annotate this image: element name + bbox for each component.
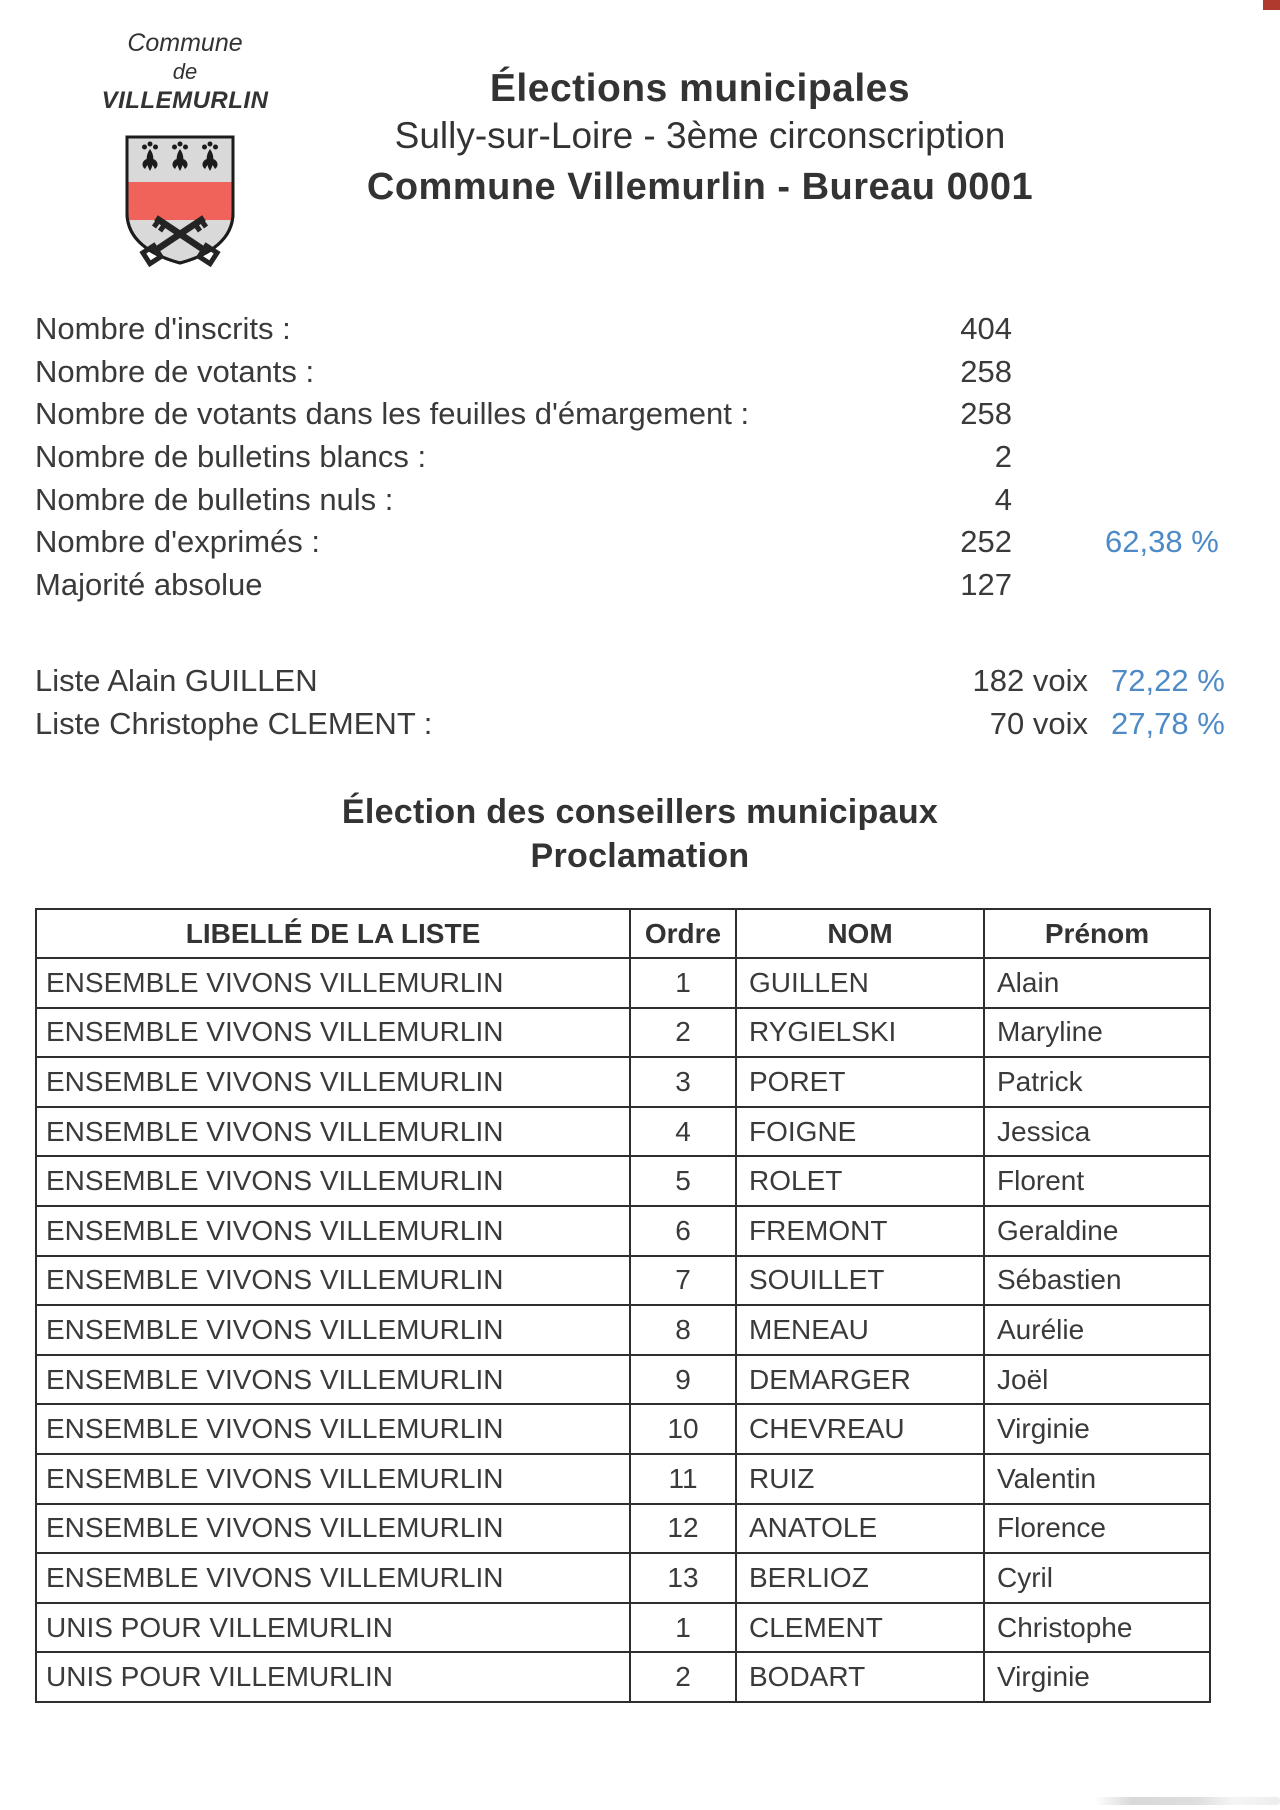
table-row	[36, 1603, 1210, 1653]
table-row	[36, 1504, 1210, 1554]
stat-percent: 62,38 %	[1105, 524, 1219, 560]
section-title: Élection des conseillers municipaux	[341, 793, 939, 831]
table-row	[36, 1355, 1210, 1405]
cell-ordre: 10	[630, 1404, 736, 1454]
cell-liste: ENSEMBLE VIVONS VILLEMURLIN	[36, 1156, 630, 1206]
cell-liste: ENSEMBLE VIVONS VILLEMURLIN	[36, 1008, 630, 1058]
stat-row	[35, 351, 1250, 394]
table-row	[36, 1057, 1210, 1107]
cell-nom: ANATOLE	[736, 1504, 984, 1554]
table-row	[36, 1107, 1210, 1157]
cell-nom: CHEVREAU	[736, 1404, 984, 1454]
stat-row	[35, 564, 1250, 607]
scan-corner-mark	[1263, 0, 1280, 10]
table-row	[36, 1305, 1210, 1355]
list-percent: 27,78 %	[1111, 705, 1225, 741]
cell-nom: FREMONT	[736, 1206, 984, 1256]
lists-section	[35, 660, 1250, 745]
table-row	[36, 1256, 1210, 1306]
cell-prenom: Virginie	[984, 1404, 1210, 1454]
cell-prenom: Joël	[984, 1355, 1210, 1405]
cell-nom: FOIGNE	[736, 1107, 984, 1157]
cell-liste: UNIS POUR VILLEMURLIN	[36, 1603, 630, 1653]
commune-de: de	[172, 59, 198, 84]
cell-prenom: Jessica	[984, 1107, 1210, 1157]
cell-ordre: 1	[630, 958, 736, 1008]
cell-prenom: Christophe	[984, 1603, 1210, 1653]
list-label: Liste Christophe CLEMENT :	[35, 705, 433, 741]
table-header-row	[36, 909, 1210, 958]
list-row	[35, 660, 1250, 703]
stat-label: Majorité absolue	[35, 566, 263, 602]
cell-ordre: 12	[630, 1504, 736, 1554]
table-body	[36, 958, 1210, 1702]
cell-ordre: 11	[630, 1454, 736, 1504]
table-row	[36, 1008, 1210, 1058]
cell-ordre: 4	[630, 1107, 736, 1157]
cell-prenom: Cyril	[984, 1553, 1210, 1603]
bureau-subtitle: Commune Villemurlin - Bureau 0001	[366, 166, 1034, 208]
cell-prenom: Maryline	[984, 1008, 1210, 1058]
cell-nom: CLEMENT	[736, 1603, 984, 1653]
cell-ordre: 13	[630, 1553, 736, 1603]
cell-prenom: Florent	[984, 1156, 1210, 1206]
cell-liste: UNIS POUR VILLEMURLIN	[36, 1652, 630, 1702]
cell-ordre: 5	[630, 1156, 736, 1206]
stat-label: Nombre de votants dans les feuilles d'émargement :	[35, 396, 750, 432]
cell-prenom: Virginie	[984, 1652, 1210, 1702]
cell-ordre: 3	[630, 1057, 736, 1107]
cell-ordre: 9	[630, 1355, 736, 1405]
cell-prenom: Florence	[984, 1504, 1210, 1554]
cell-nom: RYGIELSKI	[736, 1008, 984, 1058]
cell-ordre: 2	[630, 1008, 736, 1058]
list-row	[35, 703, 1250, 746]
table-row	[36, 1206, 1210, 1256]
cell-liste: ENSEMBLE VIVONS VILLEMURLIN	[36, 1305, 630, 1355]
stat-row	[35, 521, 1250, 564]
proclamation-heading	[20, 790, 1260, 878]
main-title: Élections municipales	[489, 67, 911, 110]
commune-word: Commune	[127, 29, 243, 57]
stat-label: Nombre de votants :	[35, 353, 315, 389]
commune-name: VILLEMURLIN	[101, 87, 269, 114]
cell-liste: ENSEMBLE VIVONS VILLEMURLIN	[36, 1107, 630, 1157]
scan-bottom-artifact	[1095, 1797, 1280, 1805]
cell-liste: ENSEMBLE VIVONS VILLEMURLIN	[36, 1355, 630, 1405]
header-prenom: Prénom	[984, 909, 1210, 958]
cell-prenom: Sébastien	[984, 1256, 1210, 1306]
stat-label: Nombre d'inscrits :	[35, 311, 291, 347]
cell-nom: GUILLEN	[736, 958, 984, 1008]
commune-block	[75, 28, 295, 116]
cell-liste: ENSEMBLE VIVONS VILLEMURLIN	[36, 1504, 630, 1554]
cell-ordre: 7	[630, 1256, 736, 1306]
stat-value: 127	[960, 566, 1012, 602]
cell-ordre: 1	[630, 1603, 736, 1653]
cell-liste: ENSEMBLE VIVONS VILLEMURLIN	[36, 958, 630, 1008]
cell-liste: ENSEMBLE VIVONS VILLEMURLIN	[36, 1206, 630, 1256]
header-libelle: LIBELLÉ DE LA LISTE	[36, 909, 630, 958]
document-titles	[310, 66, 1090, 212]
stat-value: 2	[994, 439, 1012, 475]
stat-row	[35, 308, 1250, 351]
cell-ordre: 2	[630, 1652, 736, 1702]
stat-value: 404	[960, 311, 1012, 347]
stat-label: Nombre de bulletins blancs :	[35, 439, 427, 475]
cell-nom: BERLIOZ	[736, 1553, 984, 1603]
stats-section	[35, 308, 1250, 606]
list-label: Liste Alain GUILLEN	[35, 663, 318, 699]
header-ordre: Ordre	[630, 909, 736, 958]
results-table	[35, 908, 1211, 1703]
cell-prenom: Geraldine	[984, 1206, 1210, 1256]
cell-ordre: 6	[630, 1206, 736, 1256]
table-row	[36, 1652, 1210, 1702]
stat-row	[35, 393, 1250, 436]
cell-prenom: Patrick	[984, 1057, 1210, 1107]
table-row	[36, 1553, 1210, 1603]
cell-prenom: Valentin	[984, 1454, 1210, 1504]
circonscription-subtitle: Sully-sur-Loire - 3ème circonscription	[394, 115, 1006, 156]
cell-nom: DEMARGER	[736, 1355, 984, 1405]
stat-label: Nombre d'exprimés :	[35, 524, 321, 560]
cell-nom: ROLET	[736, 1156, 984, 1206]
cell-ordre: 8	[630, 1305, 736, 1355]
cell-liste: ENSEMBLE VIVONS VILLEMURLIN	[36, 1057, 630, 1107]
cell-nom: MENEAU	[736, 1305, 984, 1355]
list-percent: 72,22 %	[1111, 663, 1225, 699]
list-votes: 70 voix	[989, 705, 1088, 741]
stat-value: 258	[960, 353, 1012, 389]
table-row	[36, 1404, 1210, 1454]
stat-value: 252	[960, 524, 1012, 560]
cell-liste: ENSEMBLE VIVONS VILLEMURLIN	[36, 1404, 630, 1454]
cell-nom: BODART	[736, 1652, 984, 1702]
stat-value: 4	[994, 481, 1012, 517]
stat-value: 258	[960, 396, 1012, 432]
table-row	[36, 1454, 1210, 1504]
table-row	[36, 1156, 1210, 1206]
section-subtitle: Proclamation	[530, 837, 750, 875]
cell-liste: ENSEMBLE VIVONS VILLEMURLIN	[36, 1553, 630, 1603]
stat-row	[35, 436, 1250, 479]
list-votes: 182 voix	[972, 663, 1088, 699]
commune-coat-of-arms-icon	[122, 133, 238, 267]
cell-liste: ENSEMBLE VIVONS VILLEMURLIN	[36, 1256, 630, 1306]
cell-prenom: Aurélie	[984, 1305, 1210, 1355]
cell-liste: ENSEMBLE VIVONS VILLEMURLIN	[36, 1454, 630, 1504]
cell-nom: RUIZ	[736, 1454, 984, 1504]
cell-nom: PORET	[736, 1057, 984, 1107]
header-nom: NOM	[736, 909, 984, 958]
cell-nom: SOUILLET	[736, 1256, 984, 1306]
table-row	[36, 958, 1210, 1008]
cell-prenom: Alain	[984, 958, 1210, 1008]
stat-label: Nombre de bulletins nuls :	[35, 481, 394, 517]
stat-row	[35, 478, 1250, 521]
